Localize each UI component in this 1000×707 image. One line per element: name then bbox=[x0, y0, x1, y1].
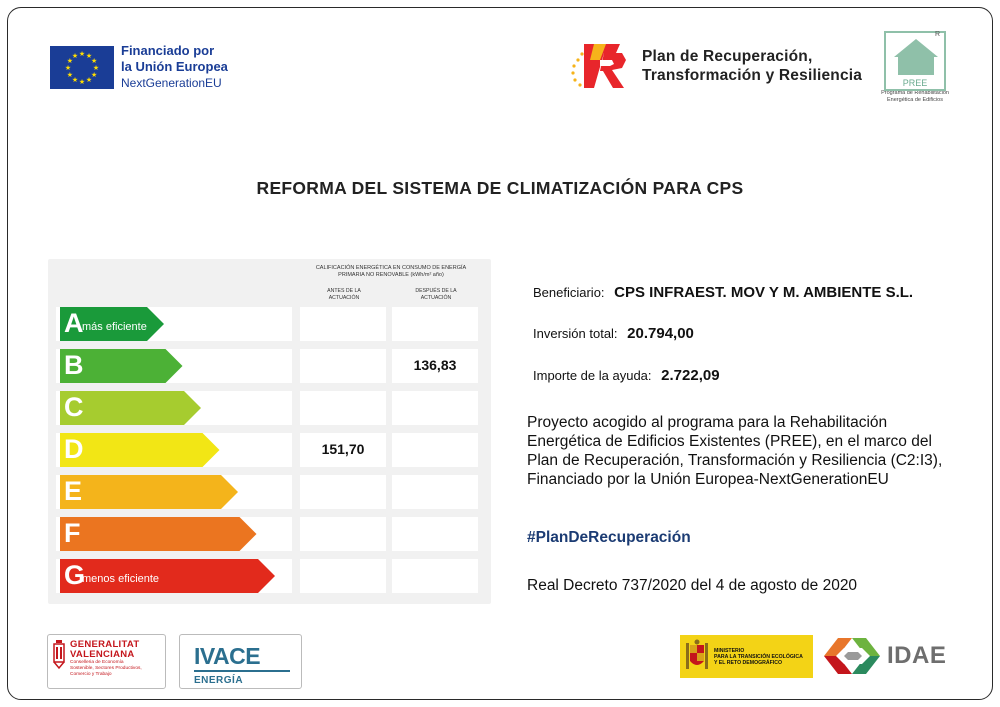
energy-class-f bbox=[60, 517, 257, 551]
ministerio-line-3: Y EL RETO DEMOGRÁFICO bbox=[714, 659, 783, 666]
inversion-row bbox=[533, 325, 694, 342]
ministerio-line-1: MINISTERIO bbox=[714, 647, 745, 654]
eu-star: ★ bbox=[78, 78, 86, 86]
value-cell-after bbox=[392, 307, 478, 341]
registered-mark: R bbox=[934, 31, 940, 38]
column-header-before-2: ACTUACIÓN bbox=[328, 294, 360, 301]
tr-logo-icon bbox=[570, 40, 630, 92]
class-letter: D bbox=[64, 434, 84, 464]
value-cell-after bbox=[392, 517, 478, 551]
generalitat-logo bbox=[47, 634, 166, 689]
consumption-value-before: 151,70 bbox=[321, 441, 365, 457]
energy-class-c bbox=[60, 391, 201, 425]
class-arrow-shape bbox=[60, 433, 220, 467]
energy-class-g bbox=[60, 559, 275, 593]
class-letter: C bbox=[64, 392, 84, 422]
eu-star: ★ bbox=[64, 64, 72, 72]
energy-class-b bbox=[60, 349, 183, 383]
energy-class-a bbox=[60, 307, 164, 341]
spain-coat-of-arms-icon bbox=[684, 639, 710, 675]
eu-star: ★ bbox=[66, 57, 74, 65]
idae-emblem-icon bbox=[822, 634, 884, 678]
plan-line-1: Plan de Recuperación, bbox=[642, 48, 813, 65]
idae-logo bbox=[822, 634, 946, 678]
gva-sub-1: Conselleria de Economía bbox=[70, 660, 124, 665]
energy-label-panel bbox=[48, 259, 491, 604]
project-description: Proyecto acogido al programa para la Rehabilitación Energética de Edificios Existentes (PREE), en el marco del Plan de Recuperación, Transformación y Resiliencia (C2:I3), Financiado por la Unión Europea-NextGenerationEU bbox=[527, 414, 943, 488]
generalitat-emblem-icon bbox=[52, 640, 66, 670]
value-cell-before bbox=[300, 349, 386, 383]
class-letter: A bbox=[64, 308, 84, 338]
eu-star: ★ bbox=[90, 71, 98, 79]
column-header-after bbox=[392, 288, 480, 301]
class-arrow-shape bbox=[60, 517, 257, 551]
value-cell-before bbox=[300, 307, 386, 341]
eu-star: ★ bbox=[71, 52, 79, 60]
column-header-after-1: DESPUÉS DE LA bbox=[415, 288, 457, 294]
energy-label-header bbox=[296, 265, 486, 279]
eu-line-2: la Unión Europea bbox=[121, 59, 228, 74]
class-letter: E bbox=[64, 476, 83, 506]
value-cell-before bbox=[300, 559, 386, 593]
house-icon bbox=[892, 37, 940, 77]
eu-star: ★ bbox=[85, 76, 93, 84]
inversion-label: Inversión total: bbox=[533, 326, 618, 341]
hashtag: #PlanDeRecuperación bbox=[527, 529, 691, 546]
ministerio-logo bbox=[680, 635, 813, 678]
class-letter: G bbox=[64, 560, 86, 590]
class-caption: más eficiente bbox=[82, 321, 147, 333]
value-cell-before bbox=[300, 517, 386, 551]
eu-funding-logo bbox=[50, 43, 228, 91]
energy-label-header-1: CALIFICACIÓN ENERGÉTICA EN CONSUMO DE ENERGÍA bbox=[315, 265, 467, 271]
ivace-logo bbox=[179, 634, 302, 689]
eu-star: ★ bbox=[85, 52, 93, 60]
ivace-underline bbox=[194, 670, 290, 672]
eu-line-1: Financiado por bbox=[121, 43, 215, 58]
ivace-name: IVACE bbox=[194, 643, 261, 669]
eu-star: ★ bbox=[71, 76, 79, 84]
column-header-before-1: ANTES DE LA bbox=[327, 288, 361, 294]
energy-class-d bbox=[60, 433, 220, 467]
value-cell-before bbox=[300, 475, 386, 509]
pree-logo bbox=[874, 31, 956, 103]
class-caption: menos eficiente bbox=[82, 573, 160, 585]
value-cell-after bbox=[392, 475, 478, 509]
eu-star: ★ bbox=[90, 57, 98, 65]
pree-sub-1: Programa de Rehabilitación bbox=[881, 90, 949, 96]
ministerio-line-2: PARA LA TRANSICIÓN ECOLÓGICA bbox=[714, 653, 803, 660]
column-header-before bbox=[300, 288, 388, 301]
eu-flag-icon bbox=[50, 46, 114, 89]
gva-sub-2: Sostenible, Sectores Productivos, bbox=[70, 666, 142, 671]
eu-star: ★ bbox=[78, 50, 86, 58]
ayuda-label: Importe de la ayuda: bbox=[533, 368, 652, 383]
class-arrow-shape bbox=[60, 475, 238, 509]
beneficiario-label: Beneficiario: bbox=[533, 285, 605, 300]
eu-star: ★ bbox=[92, 64, 100, 72]
ivace-sub: ENERGÍA bbox=[194, 675, 244, 686]
beneficiario-value: CPS INFRAEST. MOV Y M. AMBIENTE S.L. bbox=[614, 284, 914, 301]
pree-label: PREE bbox=[902, 78, 928, 88]
eu-star: ★ bbox=[66, 71, 74, 79]
idae-name: IDAE bbox=[887, 642, 947, 669]
ayuda-row bbox=[533, 367, 720, 384]
consumption-value-after: 136,83 bbox=[413, 357, 457, 373]
inversion-value: 20.794,00 bbox=[627, 325, 694, 342]
column-header-after-2: ACTUACIÓN bbox=[420, 294, 452, 301]
pree-sub-2: Energética de Edificios bbox=[887, 96, 943, 103]
energy-class-e bbox=[60, 475, 238, 509]
plan-line-2: Transformación y Resiliencia bbox=[642, 67, 863, 84]
energy-label-header-2: PRIMARIA NO RENOVABLE (kWh/m² año) bbox=[338, 272, 444, 278]
value-cell-after bbox=[392, 391, 478, 425]
class-letter: F bbox=[64, 518, 81, 548]
page-title: REFORMA DEL SISTEMA DE CLIMATIZACIÓN PARA CPS bbox=[256, 178, 744, 198]
class-letter: B bbox=[64, 350, 84, 380]
gva-name-1: GENERALITAT bbox=[70, 639, 140, 650]
value-cell-before bbox=[300, 391, 386, 425]
value-cell-after bbox=[392, 433, 478, 467]
ayuda-value: 2.722,09 bbox=[661, 367, 720, 384]
plan-recuperacion-logo bbox=[570, 40, 862, 92]
real-decreto: Real Decreto 737/2020 del 4 de agosto de 2020 bbox=[527, 577, 858, 594]
eu-line-3: NextGenerationEU bbox=[121, 76, 222, 90]
beneficiario-row bbox=[533, 284, 913, 301]
value-cell-after bbox=[392, 559, 478, 593]
gva-sub-3: Comercio y Trabajo bbox=[70, 672, 112, 677]
gva-name-2: VALENCIANA bbox=[70, 649, 135, 660]
